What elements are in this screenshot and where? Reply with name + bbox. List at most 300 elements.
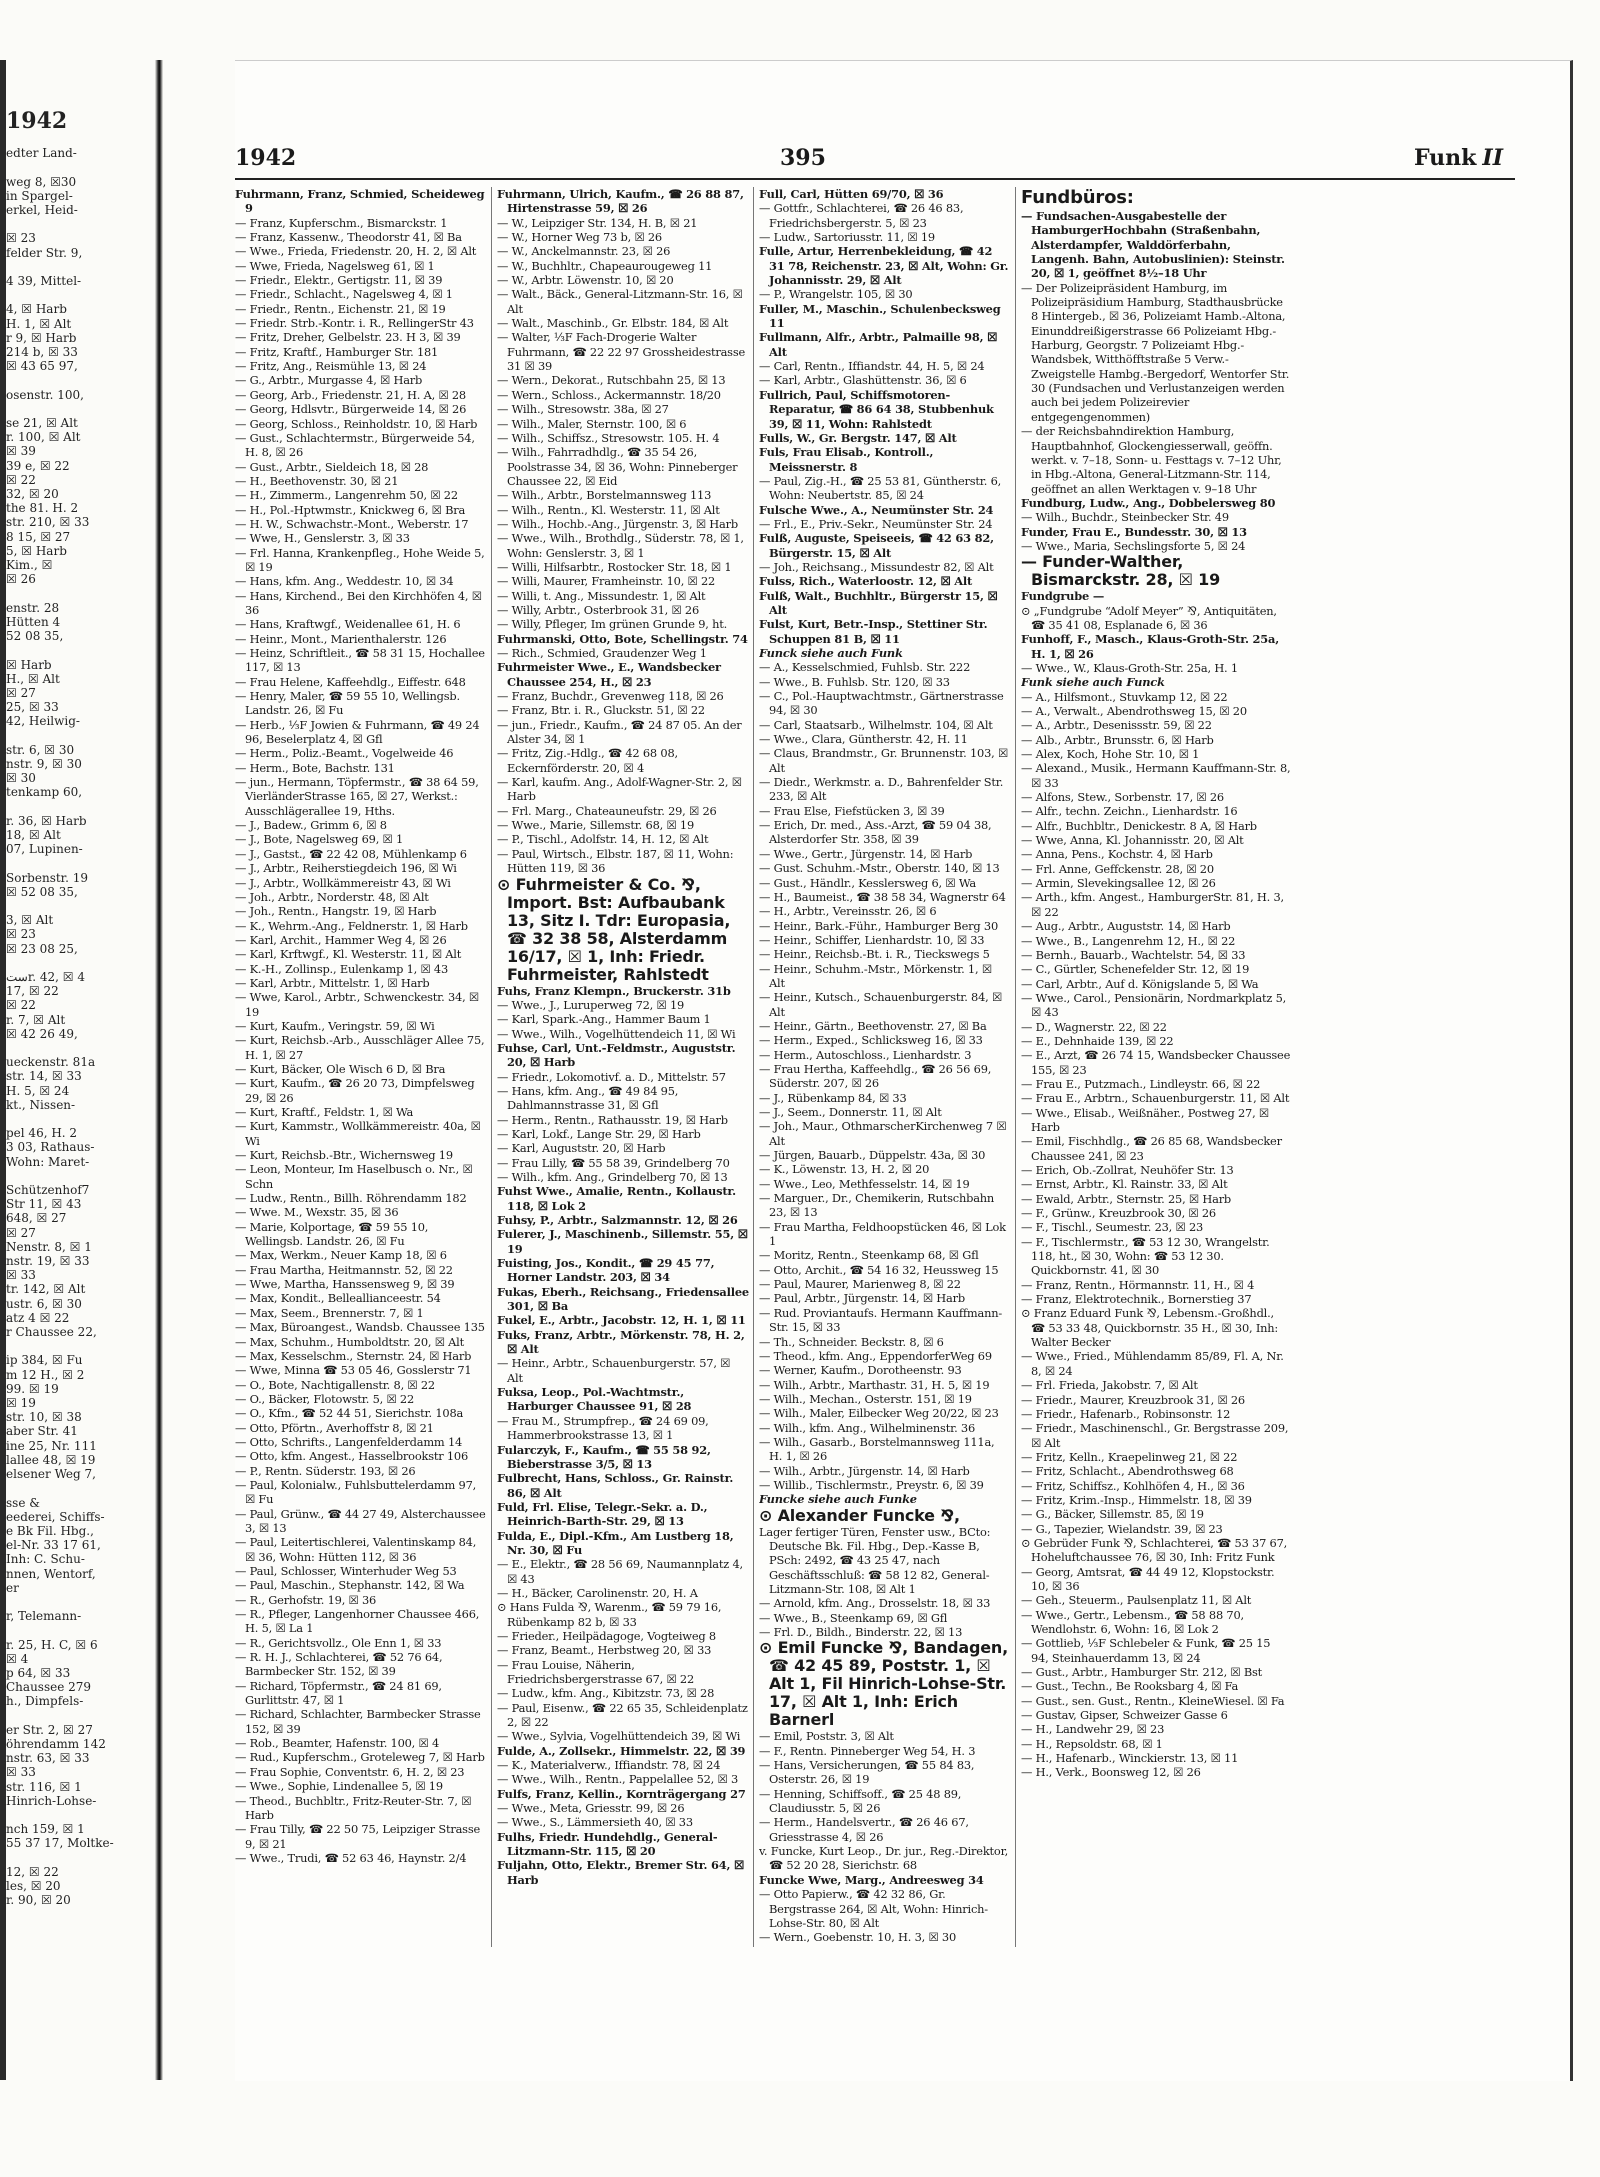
directory-entry: — Werner, Kaufm., Dorotheenstr. 93 xyxy=(759,1363,962,1378)
previous-page-line: ☒ Harb xyxy=(6,657,52,672)
directory-entry: — Frau Sophie, Conventstr. 6, H. 2, ☒ 23 xyxy=(235,1764,465,1779)
directory-entry: — Joh., Arbtr., Norderstr. 48, ☒ Alt xyxy=(235,889,429,904)
previous-page-line: osenstr. 100, xyxy=(6,387,84,402)
previous-page-line: ☒ 26 xyxy=(6,572,36,587)
directory-entry: — Walt., Maschinb., Gr. Elbstr. 184, ☒ Alt xyxy=(497,316,729,331)
directory-entry: — W., Arbtr. Löwenstr. 10, ☒ 20 xyxy=(497,273,674,288)
previous-page-line: ☒ 33 xyxy=(6,1765,36,1780)
previous-page-line: el-Nr. 33 17 61, xyxy=(6,1538,101,1553)
previous-page-line: r. 100, ☒ Alt xyxy=(6,430,81,445)
column-divider xyxy=(753,187,754,1947)
directory-entry: — Frau Lilly, ☎ 55 58 39, Grindelberg 70 xyxy=(497,1155,730,1170)
directory-entry: — Kurt, Reichsb.-Btr., Wichernsweg 19 xyxy=(235,1148,453,1163)
directory-entry: ⊙ Hans Fulda ⅋, Warenm., ☎ 59 79 16, Rübenkamp 82 b, ☒ 33 xyxy=(497,1600,722,1629)
previous-page-line: p 64, ☒ 33 xyxy=(6,1665,71,1680)
previous-page-line xyxy=(6,1623,151,1637)
directory-entry: — Wern., Dekorat., Rutschbahn 25, ☒ 13 xyxy=(497,373,726,388)
previous-page-line: H. 5, ☒ 24 xyxy=(6,1083,70,1098)
directory-entry: — R., Gerhofstr. 19, ☒ 36 xyxy=(235,1592,377,1607)
directory-entry: — Friedr., Maschinenschl., Gr. Bergstrasse 209, ☒ Alt xyxy=(1021,1421,1289,1450)
directory-entry: Fullrich, Paul, Schiffsmotoren-Reparatur, ☎ 86 64 38, Stubbenhuk 39, ☒ 11, Wohn: Rahlstedt xyxy=(759,387,994,431)
directory-entry: ⊙ „Fundgrube “Adolf Meyer” ⅋, Antiquitäten, ☎ 35 41 08, Esplanade 6, ☒ 36 xyxy=(1021,603,1277,632)
directory-entry: — Fritz, Kelln., Kraepelinweg 21, ☒ 22 xyxy=(1021,1449,1238,1464)
directory-entry: — Georg, Amtsrat, ☎ 44 49 12, Klopstockstr. 10, ☒ 36 xyxy=(1021,1564,1275,1593)
directory-entry: — H., Landwehr 29, ☒ 23 xyxy=(1021,1722,1165,1737)
directory-page xyxy=(235,60,1573,2081)
directory-entry: — Max, Kondit., Belleallianceestr. 54 xyxy=(235,1291,441,1306)
directory-entry: — Frau Louise, Näherin, Friedrichsbergerstrasse 67, ☒ 22 xyxy=(497,1657,695,1686)
directory-entry: — Wwe., Sylvia, Vogelhüttendeich 39, ☒ Wi xyxy=(497,1729,741,1744)
directory-entry: — Bernh., Bauarb., Wachtelstr. 54, ☒ 33 xyxy=(1021,947,1246,962)
directory-entry: — Wwe. M., Wexstr. 35, ☒ 36 xyxy=(235,1205,399,1220)
directory-entry: — Heinr., Reichsb.-Bt. i. R., Tieckswegs 5 xyxy=(759,947,990,962)
previous-page-line: Inh: C. Schu- xyxy=(6,1552,85,1567)
page-header xyxy=(235,145,1515,181)
directory-entry: — Frau M., Strumpfrep., ☎ 24 69 09, Hammerbrookstrasse 13, ☒ 1 xyxy=(497,1413,709,1443)
directory-entry: — Carl, Rentn., Iffiandstr. 44, H. 5, ☒ 24 xyxy=(759,359,985,374)
previous-page-line: 17, ☒ 22 xyxy=(6,984,59,999)
directory-entry: — Fritz, Schlacht., Abendrothsweg 68 xyxy=(1021,1464,1234,1479)
directory-entry: — H., Verk., Boonsweg 12, ☒ 26 xyxy=(1021,1765,1201,1780)
directory-entry: — Wwe., Wilh., Brothdlg., Süderstr. 78, ☒ 1, Wohn: Genslerstr. 3, ☒ 1 xyxy=(497,531,744,560)
directory-entry: — J., Gastst., ☎ 22 42 08, Mühlenkamp 6 xyxy=(235,846,467,861)
directory-entry: — Arnold, kfm. Ang., Drosselstr. 18, ☒ 33 xyxy=(759,1596,991,1611)
directory-entry: — Heinr., Arbtr., Schauenburgerstr. 57, ☒ Alt xyxy=(497,1356,731,1385)
directory-entry: — Ludw., Rentn., Billh. Röhrendamm 182 xyxy=(235,1191,467,1206)
previous-page-line: Schützenhof7 xyxy=(6,1183,90,1198)
previous-page-line: 07, Lupinen- xyxy=(6,842,83,857)
directory-entry: — Emil, Fischhdlg., ☎ 26 85 68, Wandsbecker Chaussee 241, ☒ 23 xyxy=(1021,1134,1282,1163)
directory-entry: — Georg, Hdlsvtr., Bürgerweide 14, ☒ 26 xyxy=(235,402,467,417)
directory-entry: — Erich, Dr. med., Ass.-Arzt, ☎ 59 04 38, Alsterdorfer Str. 358, ☒ 39 xyxy=(759,818,992,847)
previous-page-line: elsener Weg 7, xyxy=(6,1467,96,1482)
directory-entry: — F., Tischl., Seumestr. 23, ☒ 23 xyxy=(1021,1220,1204,1235)
previous-page-line: se 21, ☒ Alt xyxy=(6,416,78,431)
previous-page-line xyxy=(6,288,151,302)
previous-page-line: 99. ☒ 19 xyxy=(6,1381,59,1396)
previous-page-line: 18, ☒ Alt xyxy=(6,827,61,842)
directory-entry: — Heinz, Schriftleit., ☎ 58 31 15, Hochallee 117, ☒ 13 xyxy=(235,646,485,675)
previous-page-line xyxy=(6,1041,151,1055)
directory-entry: — Wwe., Elisab., Weißnäher., Postweg 27, ☒ Harb xyxy=(1021,1105,1269,1134)
directory-entry: — Paul, Zig.-H., ☎ 25 53 81, Güntherstr. 6, Wohn: Neubertstr. 85, ☒ 24 xyxy=(759,473,1002,503)
directory-entry: Fukel, E., Arbtr., Jacobstr. 12, H. 1, ☒ 11 xyxy=(497,1313,746,1328)
directory-entry: — Heinr., Gärtn., Beethovenstr. 27, ☒ Ba xyxy=(759,1018,987,1033)
directory-entry: — Wwe., Trudi, ☎ 52 63 46, Haynstr. 2/4 xyxy=(235,1850,467,1865)
directory-entry: — Heinr., Mont., Marienthalerstr. 126 xyxy=(235,631,447,646)
directory-entry: — Frau Tilly, ☎ 22 50 75, Leipziger Strasse 9, ☒ 21 xyxy=(235,1822,481,1851)
directory-entry: — Wilh., Rentn., Kl. Westerstr. 11, ☒ Alt xyxy=(497,502,720,517)
previous-page-line: ☒ 23 xyxy=(6,231,36,246)
directory-entry: — Wilh., Maler, Sternstr. 100, ☒ 6 xyxy=(497,416,687,431)
directory-entry: — Friedr., Maurer, Kreuzbrook 31, ☒ 26 xyxy=(1021,1392,1245,1407)
directory-entry: — Gust., Händlr., Kesslersweg 6, ☒ Wa xyxy=(759,875,976,890)
previous-page-line xyxy=(6,800,151,814)
directory-entry: — Franz, Elektrotechnik., Bornerstieg 37 xyxy=(1021,1292,1252,1307)
directory-entry: Fulss, Rich., Waterloostr. 12, ☒ Alt xyxy=(759,574,973,589)
directory-entry: — W., Anckelmannstr. 23, ☒ 26 xyxy=(497,244,671,259)
directory-entry: — Rob., Beamter, Hafenstr. 100, ☒ 4 xyxy=(235,1736,439,1751)
previous-page-line: r 9, ☒ Harb xyxy=(6,330,77,345)
directory-entry: — Joh., Maur., OthmarscherKirchenweg 7 ☒ Alt xyxy=(759,1119,1007,1148)
directory-entry: — Paul, Maschin., Stephanstr. 142, ☒ Wa xyxy=(235,1578,465,1593)
previous-page-line: e Bk Fil. Hbg., xyxy=(6,1523,94,1538)
directory-entry: — Paul, Eisenw., ☎ 22 65 35, Schleidenplatz 2, ☒ 22 xyxy=(497,1700,748,1730)
previous-page-line: lallee 48, ☒ 19 xyxy=(6,1452,96,1467)
directory-entry: — O., Bote, Nachtigallenstr. 8, ☒ 22 xyxy=(235,1377,435,1392)
previous-page-line: 39 e, ☒ 22 xyxy=(6,458,70,473)
previous-page-line: ☒ 30 xyxy=(6,771,36,786)
directory-entry: — Paul, Leitertischlerei, Valentinskamp 84, ☒ 36, Wohn: Hütten 112, ☒ 36 xyxy=(235,1535,477,1564)
directory-entry: Fundburg, Ludw., Ang., Dobbelersweg 80 xyxy=(1021,495,1276,510)
previous-page-line xyxy=(6,856,151,870)
previous-page-line: er Str. 2, ☒ 27 xyxy=(6,1722,93,1737)
volume-number: II xyxy=(1482,145,1503,171)
previous-page-line: r Chaussee 22, xyxy=(6,1325,97,1340)
previous-page-line: ueckenstr. 81a xyxy=(6,1055,96,1070)
directory-entry: — R., Pfleger, Langenhorner Chaussee 466, H. 5, ☒ La 1 xyxy=(235,1607,480,1636)
previous-page-line xyxy=(6,587,151,601)
directory-entry: Fukas, Eberh., Reichsang., Friedensallee 301, ☒ Ba xyxy=(497,1284,749,1314)
directory-entry: Fundgrube — xyxy=(1021,589,1105,604)
previous-page-line: ☒ 22 xyxy=(6,472,36,487)
directory-entry: — Heinr., Schiffer, Lienhardstr. 10, ☒ 33 xyxy=(759,932,985,947)
previous-page-line: str. 116, ☒ 1 xyxy=(6,1779,82,1794)
previous-page-line: str. 6, ☒ 30 xyxy=(6,742,75,757)
directory-entry: Fulls, W., Gr. Bergstr. 147, ☒ Alt xyxy=(759,430,957,445)
cross-reference: Funcke siehe auch Funke xyxy=(759,1492,917,1507)
directory-entry: — Joh., Rentn., Hangstr. 19, ☒ Harb xyxy=(235,904,437,919)
previous-page-line xyxy=(6,217,151,231)
directory-entry: — Fritz, Kraftf., Hamburger Str. 181 xyxy=(235,344,439,359)
directory-entry: — Alfr., Buchbltr., Denickestr. 8 A, ☒ Harb xyxy=(1021,818,1257,833)
directory-entry: Fuhs, Franz Klempn., Bruckerstr. 31b xyxy=(497,983,731,998)
previous-page-line xyxy=(6,1851,151,1865)
column-3 xyxy=(759,187,1011,1947)
directory-entry: Fulß, Auguste, Speiseeis, ☎ 42 63 82, Bürgerstr. 15, ☒ Alt xyxy=(759,531,994,560)
previous-page-line: 214 b, ☒ 33 xyxy=(6,345,78,360)
directory-entry: — Karl, kaufm. Ang., Adolf-Wagner-Str. 2, ☒ Harb xyxy=(497,775,742,804)
previous-page-line: weg 8, ☒30 xyxy=(6,174,77,189)
directory-entry: — Marie, Kolportage, ☎ 59 55 10, Wellingsb. Landstr. 26, ☒ Fu xyxy=(235,1219,429,1249)
column-4 xyxy=(1021,187,1291,1947)
directory-entry: Fularczyk, F., Kaufm., ☎ 55 58 92, Bieberstrasse 3/5, ☒ 13 xyxy=(497,1442,711,1471)
directory-entry: — Carl, Staatsarb., Wilhelmstr. 104, ☒ Alt xyxy=(759,717,993,732)
directory-entry: — Wilh., Maler, Eilbecker Weg 20/22, ☒ 23 xyxy=(759,1406,999,1421)
directory-entry: Fuksa, Leop., Pol.-Wachtmstr., Harburger Chaussee 91, ☒ 28 xyxy=(497,1385,692,1414)
directory-entry: — H., Hafenarb., Winckierstr. 13, ☒ 11 xyxy=(1021,1751,1239,1766)
directory-entry: — W., Horner Weg 73 b, ☒ 26 xyxy=(497,230,662,245)
directory-entry: — Gustav, Gipser, Schweizer Gasse 6 xyxy=(1021,1708,1228,1723)
previous-page-line: r. 90, ☒ 20 xyxy=(6,1893,71,1908)
directory-entry: — Franz, Beamt., Herbstweg 20, ☒ 33 xyxy=(497,1643,712,1658)
directory-entry: — Armin, Slevekingsallee 12, ☒ 26 xyxy=(1021,876,1216,891)
previous-page-line xyxy=(6,260,151,274)
previous-page-line: tr. 142, ☒ Alt xyxy=(6,1282,86,1297)
directory-entry: Fulle, Artur, Herrenbekleidung, ☎ 42 31 78, Reichenstr. 23, ☒ Alt, Wohn: Gr. Johannisstr. 29, ☒ Alt xyxy=(759,244,1009,288)
directory-entry: — Joh., Reichsang., Missundestr 82, ☒ Alt xyxy=(759,559,994,574)
previous-page-line: 3 03, Rathaus- xyxy=(6,1140,95,1155)
previous-page-line: ☒ 43 65 97, xyxy=(6,359,78,374)
directory-entry: — H., Zimmerm., Langenrehm 50, ☒ 22 xyxy=(235,488,458,503)
directory-entry: — Wilh., Gasarb., Borstelmannsweg 111a, H. 1, ☒ 26 xyxy=(759,1434,995,1464)
directory-entry: — Wilh., Schiffsz., Stresowstr. 105. H. 4 xyxy=(497,430,720,445)
directory-entry: Fulbrecht, Hans, Schloss., Gr. Rainstr. 86, ☒ Alt xyxy=(497,1471,734,1500)
directory-entry: — Karl, Lokf., Lange Str. 29, ☒ Harb xyxy=(497,1126,701,1141)
directory-entry: — J., Bote, Nagelsweg 69, ☒ 1 xyxy=(235,832,404,847)
directory-entry: Fullmann, Alfr., Arbtr., Palmaille 98, ☒ Alt xyxy=(759,330,998,359)
directory-entry: — R. H. J., Schlachterei, ☎ 52 76 64, Barmbecker Str. 152, ☒ 39 xyxy=(235,1650,443,1679)
directory-entry: — Wilh., kfm. Ang., Grindelberg 70, ☒ 13 xyxy=(497,1169,728,1184)
previous-page-line: 8 15, ☒ 27 xyxy=(6,529,71,544)
directory-entry: — Gust., Arbtr., Sieldeich 18, ☒ 28 xyxy=(235,459,429,474)
directory-entry: — Kurt, Kraftf., Feldstr. 1, ☒ Wa xyxy=(235,1105,414,1119)
directory-entry: — F., Tischlermstr., ☎ 53 12 30, Wrangelstr. 118, ht., ☒ 30, Wohn: ☎ 53 12 30. Quickbornstr. 41, ☒ 30 xyxy=(1021,1234,1270,1278)
previous-page-line: H. 1, ☒ Alt xyxy=(6,316,72,331)
directory-entry: — Wilh., Fahrradhdlg., ☎ 35 54 26, Poolstrasse 34, ☒ 36, Wohn: Pinneberger Chaussee 22, ☒ Eid xyxy=(497,445,738,488)
previous-page-line: kt., Nissen- xyxy=(6,1097,76,1112)
directory-entry: — Otto, Pförtn., Averhoffstr 8, ☒ 21 xyxy=(235,1420,434,1435)
directory-entry: Fuks, Franz, Arbtr., Mörkenstr. 78, H. 2, ☒ Alt xyxy=(497,1327,745,1357)
previous-page-line: les, ☒ 20 xyxy=(6,1878,61,1893)
previous-page-line: Nenstr. 8, ☒ 1 xyxy=(6,1239,92,1254)
previous-page-line: Sorbenstr. 19 xyxy=(6,870,88,885)
directory-entry: — Kurt, Kammstr., Wollkämmereistr. 40a, ☒ Wi xyxy=(235,1119,481,1148)
directory-entry: — Wwe., W., Klaus-Groth-Str. 25a, H. 1 xyxy=(1021,660,1238,675)
previous-page-line: eederei, Schiffs- xyxy=(6,1509,105,1524)
directory-entry: — Wwe., B., Steenkamp 69, ☒ Gfl xyxy=(759,1610,948,1625)
directory-entry: — Diedr., Werkmstr. a. D., Bahrenfelder Str. 233, ☒ Alt xyxy=(759,775,1004,804)
previous-page-line: nstr. 19, ☒ 33 xyxy=(6,1254,90,1269)
directory-entry: — Walt., Bäck., General-Litzmann-Str. 16, ☒ Alt xyxy=(497,287,743,316)
previous-page-line xyxy=(6,899,151,913)
previous-page-line: nstr. 63, ☒ 33 xyxy=(6,1751,90,1766)
directory-entry: Lager fertiger Türen, Fenster usw., BCto: Deutsche Bk. Fil. Hbg., Dep.-Kasse B, PSch: 2492, ☎ 43 25 47, nach Geschäftsschluß: ☎ 58 12 82, General-Litzmann-Str. 108, ☒ Alt 1 xyxy=(759,1524,991,1596)
cross-reference: Funk siehe auch Funck xyxy=(1021,675,1165,690)
directory-entry: — Ewald, Arbtr., Sternstr. 25, ☒ Harb xyxy=(1021,1191,1232,1206)
directory-entry: — Otto, kfm. Angest., Hasselbrookstr 106 xyxy=(235,1449,469,1464)
directory-entry: — Frau E., Arbtrn., Schauenburgerstr. 11, ☒ Alt xyxy=(1021,1091,1290,1106)
directory-entry: — W., Leipziger Str. 134, H. B, ☒ 21 xyxy=(497,215,698,230)
directory-entry: Fulerer, J., Maschinenb., Sillemstr. 55, ☒ 19 xyxy=(497,1227,748,1256)
directory-entry: Fuller, M., Maschin., Schulenbecksweg 11 xyxy=(759,301,1001,331)
directory-entry: — Frau Martha, Feldhoopstücken 46, ☒ Lok 1 xyxy=(759,1219,1006,1249)
directory-entry: — Rud. Proviantaufs. Hermann Kauffmann-Str. 15, ☒ 33 xyxy=(759,1305,1003,1335)
firm-listing: ⊙ Alexander Funcke ⅋, xyxy=(759,1505,960,1525)
directory-entry: — Rud., Kupferschm., Groteleweg 7, ☒ Harb xyxy=(235,1750,485,1765)
directory-entry: — H., Beethovenstr. 30, ☒ 21 xyxy=(235,473,399,488)
directory-entry: — Wwe., Leo, Methfesselstr. 14, ☒ 19 xyxy=(759,1176,970,1191)
directory-entry: — Georg, Schloss., Reinholdstr. 10, ☒ Harb xyxy=(235,416,478,431)
previous-page-line: ☒ 22 xyxy=(6,998,36,1013)
previous-page-line: the 81. H. 2 xyxy=(6,501,79,516)
directory-entry: — Ernst, Arbtr., Kl. Rainstr. 33, ☒ Alt xyxy=(1021,1177,1228,1192)
previous-page-line: ip 384, ☒ Fu xyxy=(6,1353,83,1368)
previous-page-line: 5, ☒ Harb xyxy=(6,543,67,558)
directory-entry: — Wwe, H., Genslerstr. 3, ☒ 33 xyxy=(235,531,410,546)
directory-entry: — Fritz, Schiffsz., Kohlhöfen 4, H., ☒ 36 xyxy=(1021,1478,1245,1493)
previous-page-line xyxy=(6,373,151,387)
directory-entry: — Hans, kfm. Ang., ☎ 49 84 95, Dahlmannstrasse 31, ☒ Gfl xyxy=(497,1083,679,1113)
directory-entry: — Wwe., Wilh., Vogelhüttendeich 11, ☒ Wi xyxy=(497,1026,736,1041)
directory-entry: — Frau Martha, Heitmannstr. 52, ☒ 22 xyxy=(235,1262,453,1277)
column-1 xyxy=(235,187,487,1947)
previous-page-line: edter Land- xyxy=(6,146,77,161)
directory-entry: — E., Dehnhaide 139, ☒ 22 xyxy=(1021,1033,1174,1048)
directory-entry: — Leon, Monteur, Im Haselbusch o. Nr., ☒ Schn xyxy=(235,1162,473,1191)
directory-entry: — O., Kfm., ☎ 52 44 51, Sierichstr. 108a xyxy=(235,1406,464,1421)
directory-entry: — Georg, Arb., Friedenstr. 21, H. A, ☒ 28 xyxy=(235,387,466,402)
directory-entry: — Otto, Schrifts., Langenfelderdamm 14 xyxy=(235,1434,463,1449)
directory-entry: — Jürgen, Bauarb., Düppelstr. 43a, ☒ 30 xyxy=(759,1148,986,1163)
previous-page-line xyxy=(6,1339,151,1353)
previous-page-line: ☒ 19 xyxy=(6,1396,36,1411)
directory-entry: — Frieder., Heilpädagoge, Vogteiweg 8 xyxy=(497,1628,716,1643)
directory-entry: — Alfons, Stew., Sorbenstr. 17, ☒ 26 xyxy=(1021,790,1224,805)
cross-reference: Funck siehe auch Funk xyxy=(759,646,903,660)
directory-entry: — Alexand., Musik., Hermann Kauffmann-Str. 8, ☒ 33 xyxy=(1021,761,1291,790)
directory-entry: — Moritz, Rentn., Steenkamp 68, ☒ Gfl xyxy=(759,1248,979,1263)
directory-entry: — Wwe., Maria, Sechslingsforte 5, ☒ 24 xyxy=(1021,538,1246,553)
directory-entry: — Paul, Wirtsch., Elbstr. 187, ☒ 11, Wohn: Hütten 119, ☒ 36 xyxy=(497,846,734,876)
directory-entry: — Franz, Buchdr., Grevenweg 118, ☒ 26 xyxy=(497,689,724,704)
directory-entry: — Friedr. Strb.-Kontr. i. R., RellingerStr 43 xyxy=(235,316,474,331)
directory-entry: — Wilh., Buchdr., Steinbecker Str. 49 xyxy=(1021,510,1229,525)
running-title xyxy=(1414,145,1503,171)
directory-entry: — Friedr., Elektr., Gertigstr. 11, ☒ 39 xyxy=(235,273,443,288)
directory-entry: — Friedr., Hafenarb., Robinsonstr. 12 xyxy=(1021,1406,1231,1421)
previous-page-line xyxy=(6,643,151,657)
directory-entry: Fulß, Walt., Buchhltr., Bürgerstr 15, ☒ Alt xyxy=(759,588,998,617)
directory-entry: — Wwe., Clara, Güntherstr. 42, H. 11 xyxy=(759,732,968,747)
directory-entry: — Henry, Maler, ☎ 59 55 10, Wellingsb. Landstr. 26, ☒ Fu xyxy=(235,689,460,718)
directory-entry: — Alfr., techn. Zeichn., Lienhardstr. 16 xyxy=(1021,804,1238,819)
previous-page-line: öhrendamm 142 xyxy=(6,1736,106,1751)
directory-entry: — Wwe, Anna, Kl. Johannisstr. 20, ☒ Alt xyxy=(1021,833,1244,848)
previous-page-line: 42, Heilwig- xyxy=(6,714,80,729)
directory-entry: — Friedr., Lokomotivf. a. D., Mittelstr. 57 xyxy=(497,1069,726,1084)
directory-entry: — Wilh., Hochb.-Ang., Jürgenstr. 3, ☒ Harb xyxy=(497,516,738,531)
directory-entry: — A., Verwalt., Abendrothsweg 15, ☒ 20 xyxy=(1021,704,1247,718)
directory-entry: — J., Seem., Donnerstr. 11, ☒ Alt xyxy=(759,1105,942,1119)
column-2 xyxy=(497,187,749,1947)
directory-entry: Fuhse, Carl, Unt.-Feldmstr., Auguststr. 20, ☒ Harb xyxy=(497,1040,736,1070)
directory-entry: — Wilh., Arbtr., Jürgenstr. 14, ☒ Harb xyxy=(759,1463,970,1478)
previous-page-line: ustr. 6, ☒ 30 xyxy=(6,1296,82,1311)
directory-entry: — Ludw., kfm. Ang., Kibitzstr. 73, ☒ 28 xyxy=(497,1686,715,1701)
previous-page-line: Kim., ☒ xyxy=(6,558,53,573)
directory-entry: — Wwe., Marie, Sillemstr. 68, ☒ 19 xyxy=(497,818,694,833)
directory-entry: — Wwe., B. Fuhlsb. Str. 120, ☒ 33 xyxy=(759,674,950,689)
directory-entry: — Erich, Ob.-Zollrat, Neuhöfer Str. 13 xyxy=(1021,1163,1234,1177)
previous-page-line: erkel, Heid- xyxy=(6,203,78,218)
previous-page-line: Str 11, ☒ 43 xyxy=(6,1197,82,1212)
previous-page-line xyxy=(6,160,151,174)
directory-entry: — Heinr., Schuhm.-Mstr., Mörkenstr. 1, ☒ Alt xyxy=(759,961,992,990)
directory-entry: — Willy, Arbtr., Osterbrook 31, ☒ 26 xyxy=(497,602,699,617)
previous-page-line xyxy=(6,1595,151,1609)
directory-entry: Fulda, E., Dipl.-Kfm., Am Lustberg 18, Nr. 30, ☒ Fu xyxy=(497,1528,734,1557)
directory-entry: Fulsche Wwe., A., Neumünster Str. 24 xyxy=(759,502,994,517)
directory-entry: — Herm., Rentn., Rathausstr. 19, ☒ Harb xyxy=(497,1112,728,1127)
previous-page-line: aber Str. 41 xyxy=(6,1424,78,1439)
directory-entry: — Willi, Hilfsarbtr., Rostocker Str. 18, ☒ 1 xyxy=(497,559,732,574)
previous-page-line: nnen, Wentorf, xyxy=(6,1566,96,1581)
directory-entry: — Kurt, Bäcker, Ole Wisch 6 D, ☒ Bra xyxy=(235,1061,446,1076)
previous-page-line: felder Str. 9, xyxy=(6,245,83,260)
directory-entry: — Wwe., Meta, Griesstr. 99, ☒ 26 xyxy=(497,1801,685,1816)
directory-entry: — D., Wagnerstr. 22, ☒ 22 xyxy=(1021,1019,1167,1034)
previous-page-year: 1942 xyxy=(6,108,68,134)
previous-page-line: r, Telemann- xyxy=(6,1609,82,1624)
directory-entry: — Wwe., Gertr., Jürgenstr. 14, ☒ Harb xyxy=(759,846,973,861)
directory-entry: — Karl, Spark.-Ang., Hammer Baum 1 xyxy=(497,1012,711,1027)
previous-page-line: ستr. 42, ☒ 4 xyxy=(6,969,85,984)
previous-page-line: h., Dimpfels- xyxy=(6,1694,84,1709)
directory-entry: — Willy, Pfleger, Im grünen Grunde 9, ht. xyxy=(497,617,728,632)
previous-page-line: ☒ 4 xyxy=(6,1651,29,1666)
previous-page-line: 32, ☒ 20 xyxy=(6,487,59,502)
directory-entry: — E., Arzt, ☎ 26 74 15, Wandsbecker Chaussee 155, ☒ 23 xyxy=(1021,1048,1291,1077)
directory-entry: — Wwe., Carol., Pensionärin, Nordmarkplatz 5, ☒ 43 xyxy=(1021,990,1287,1020)
directory-entry: — Fundsachen-Ausgabestelle der HamburgerHochbahn (Straßenbahn, Alsterdampfer, Walddörferbahn, Langenh. Bahn, Autobuslinien): Steinstr. 20, ☒ 1, geöffnet 8½–18 Uhr xyxy=(1021,209,1285,281)
previous-page-lines xyxy=(6,146,151,1907)
directory-entry: — J., Rübenkamp 84, ☒ 33 xyxy=(759,1090,907,1105)
directory-entry: — Wwe, Martha, Hanssensweg 9, ☒ 39 xyxy=(235,1277,455,1292)
directory-entry: — Hans, Versicherungen, ☎ 55 84 83, Osterstr. 26, ☒ 19 xyxy=(759,1758,975,1787)
directory-entry: — G., Bäcker, Sillemstr. 85, ☒ 19 xyxy=(1021,1507,1204,1522)
previous-page-line: ☒ 33 xyxy=(6,1268,36,1283)
directory-entry: — Franz, Kassenw., Theodorstr 41, ☒ Ba xyxy=(235,230,462,245)
directory-entry: Fuhrmann, Franz, Schmied, Scheideweg 9 xyxy=(235,187,485,216)
previous-page-line: nstr. 9, ☒ 30 xyxy=(6,756,82,771)
directory-entry: — Wwe., Wilh., Rentn., Pappelallee 52, ☒ 3 xyxy=(497,1772,738,1787)
previous-page-line: ☒ 23 08 25, xyxy=(6,941,78,956)
previous-page-line: ☒ 52 08 35, xyxy=(6,884,78,899)
directory-entry: — Paul, Schlosser, Winterhuder Weg 53 xyxy=(235,1564,457,1578)
directory-entry: — O., Bäcker, Flotowstr. 5, ☒ 22 xyxy=(235,1391,415,1406)
directory-entry: — Karl, Archit., Hammer Weg 4, ☒ 26 xyxy=(235,932,447,947)
directory-entry: — F., Rentn. Pinneberger Weg 54, H. 3 xyxy=(759,1743,976,1758)
previous-page-line: 12, ☒ 22 xyxy=(6,1864,59,1879)
previous-page-line: 4 39, Mittel- xyxy=(6,274,82,289)
header-rule xyxy=(235,178,1515,180)
previous-page-line: Chaussee 279 xyxy=(6,1680,92,1695)
directory-entry: — Wilh., Stresowstr. 38a, ☒ 27 xyxy=(497,402,669,417)
directory-entry: — J., Badew., Grimm 6, ☒ 8 xyxy=(235,818,387,833)
previous-page-line xyxy=(6,1709,151,1723)
directory-entry: Full, Carl, Hütten 69/70, ☒ 36 xyxy=(759,187,944,201)
previous-page-line: sse & xyxy=(6,1495,40,1510)
directory-entry: — Hans, Kirchend., Bei den Kirchhöfen 4, ☒ 36 xyxy=(235,588,482,617)
directory-entry: Fuhrmanski, Otto, Bote, Schellingstr. 74 xyxy=(497,631,748,646)
directory-entry: — Frl. Anne, Geffckenstr. 28, ☒ 20 xyxy=(1021,861,1214,876)
directory-entry: — Fritz, Ang., Reismühle 13, ☒ 24 xyxy=(235,359,427,374)
directory-entry: — Wwe., J., Luruperweg 72, ☒ 19 xyxy=(497,997,685,1012)
directory-entry: — H., Pol.-Hptwmstr., Knickweg 6, ☒ Bra xyxy=(235,502,466,517)
directory-entry: — Kurt, Kaufm., ☎ 26 20 73, Dimpfelsweg 29, ☒ 26 xyxy=(235,1076,475,1105)
previous-page-line xyxy=(6,956,151,970)
directory-entry: — Fritz, Dreher, Gelbelstr. 23. H 3, ☒ 39 xyxy=(235,330,461,345)
directory-entry: — H., Arbtr., Vereinsstr. 26, ☒ 6 xyxy=(759,904,937,919)
previous-page-line: str. 210, ☒ 33 xyxy=(6,515,90,530)
previous-page-line: tenkamp 60, xyxy=(6,785,83,800)
previous-page-line: Wohn: Maret- xyxy=(6,1154,90,1169)
previous-page-fragment xyxy=(6,100,151,1980)
previous-page-line: er xyxy=(6,1580,19,1595)
directory-entry: — Gust., Schlachtermstr., Bürgerweide 54, H. 8, ☒ 26 xyxy=(235,430,475,460)
previous-page-line: m 12 H., ☒ 2 xyxy=(6,1367,85,1382)
